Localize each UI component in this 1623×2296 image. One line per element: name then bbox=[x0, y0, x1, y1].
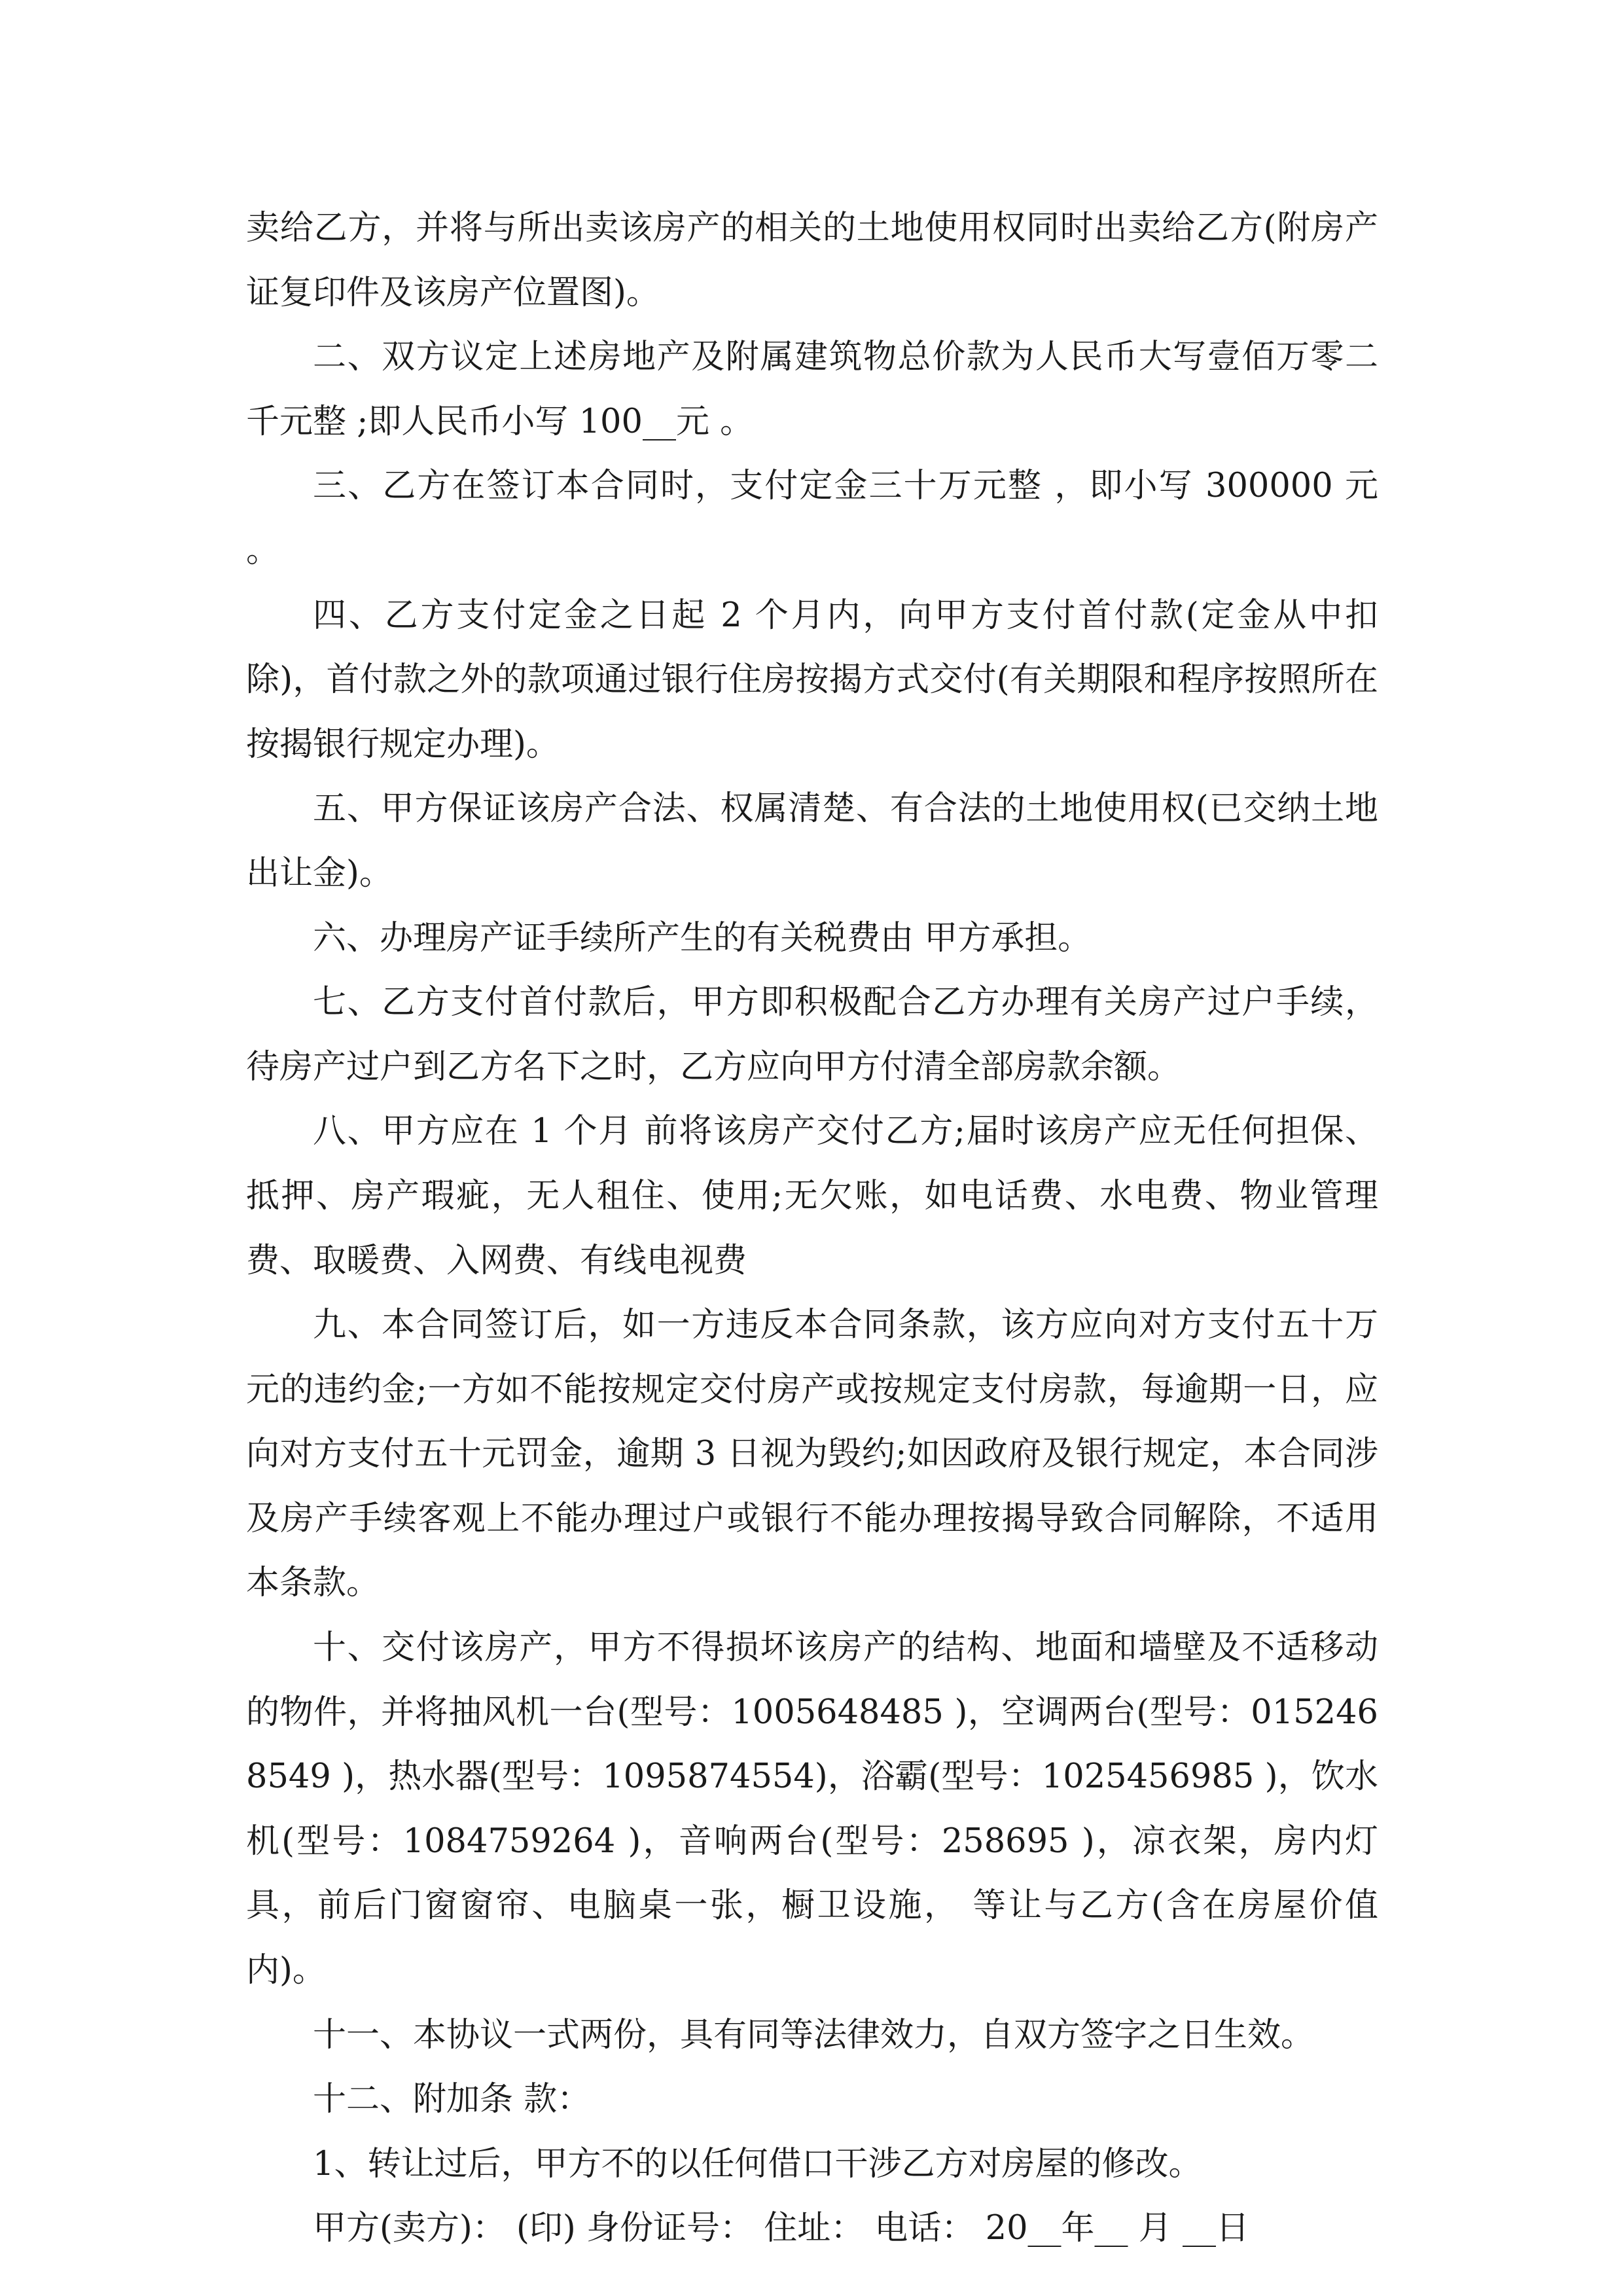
clause-12-additional: 十二、附加条 款： bbox=[313, 2080, 591, 2119]
additional-item-1: 1、转让过后，甲方不的以任何借口干涉乙方对房屋的修改。 bbox=[313, 2144, 1202, 2183]
paragraph-continuation: 卖给乙方，并将与所出卖该房产的相关的土地使用权同时出卖给乙方(附房产证复印件及该房产位置图)。 bbox=[246, 209, 1378, 312]
clause-3-deposit: 三、乙方在签订本合同时，支付定金三十万元整 ，即小写 300000 元 。 bbox=[246, 467, 1389, 570]
clause-4-down-payment: 四、乙方支付定金之日起 2 个月内，向甲方支付首付款(定金从中扣除)，首付款之外的款项通过银行住房按揭方式交付(有关期限和程序按照所在按揭银行规定办理)。 bbox=[246, 596, 1378, 764]
clause-8-delivery: 八、甲方应在 1 个月 前将该房产交付乙方;届时该房产应无任何担保、抵押、房产瑕疵，无人租住、使用;无欠账，如电话费、水电费、物业管理费、取暖费、入网费、有线电视费 bbox=[246, 1112, 1378, 1280]
clause-2-total-price: 二、双方议定上述房地产及附属建筑物总价款为人民币大写壹佰万零二千元整 ;即人民币小写 100__元 。 bbox=[246, 338, 1378, 441]
contract-body bbox=[246, 196, 1389, 2261]
seller-signature-line: 甲方(卖方)： (印) 身份证号： 住址： 电话： 20__年__ 月 __日 bbox=[313, 2209, 1249, 2248]
clause-6-taxes: 六、办理房产证手续所产生的有关税费由 甲方承担。 bbox=[313, 918, 1092, 958]
clause-10-fixtures: 十、交付该房产，甲方不得损坏该房产的结构、地面和墙壁及不适移动的物件，并将抽风机一台(型号：1005648485 )，空调两台(型号：0152468549 )，热水器(型号：1095874554)，浴霸(型号：1025456985 )，饮水机(型号：1084759264 )，音响两台(型号：258695 )，凉衣架，房内灯具，前后门窗窗帘、电脑桌一张，橱卫设施， 等让与乙方(含在房屋价值内)。 bbox=[246, 1628, 1378, 1990]
clause-5-seller-guarantee: 五、甲方保证该房产合法、权属清楚、有合法的土地使用权(已交纳土地出让金)。 bbox=[246, 789, 1378, 893]
clause-7-transfer: 七、乙方支付首付款后，甲方即积极配合乙方办理有关房产过户手续，待房产过户到乙方名下之时，乙方应向甲方付清全部房款余额。 bbox=[246, 983, 1378, 1086]
clause-9-breach: 九、本合同签订后，如一方违反本合同条款，该方应向对方支付五十万 元的违约金;一方如不能按规定交付房产或按规定支付房款，每逾期一日，应向对方支付五十元罚金，逾期 3 日视为毁约;如因政府及银行规定，本合同涉及房产手续客观上不能办理过户或银行不能办理按揭导致合同解除，不适用本条款。 bbox=[246, 1306, 1389, 1603]
clause-11-copies: 十一、本协议一式两份，具有同等法律效力，自双方签字之日生效。 bbox=[313, 2015, 1315, 2054]
